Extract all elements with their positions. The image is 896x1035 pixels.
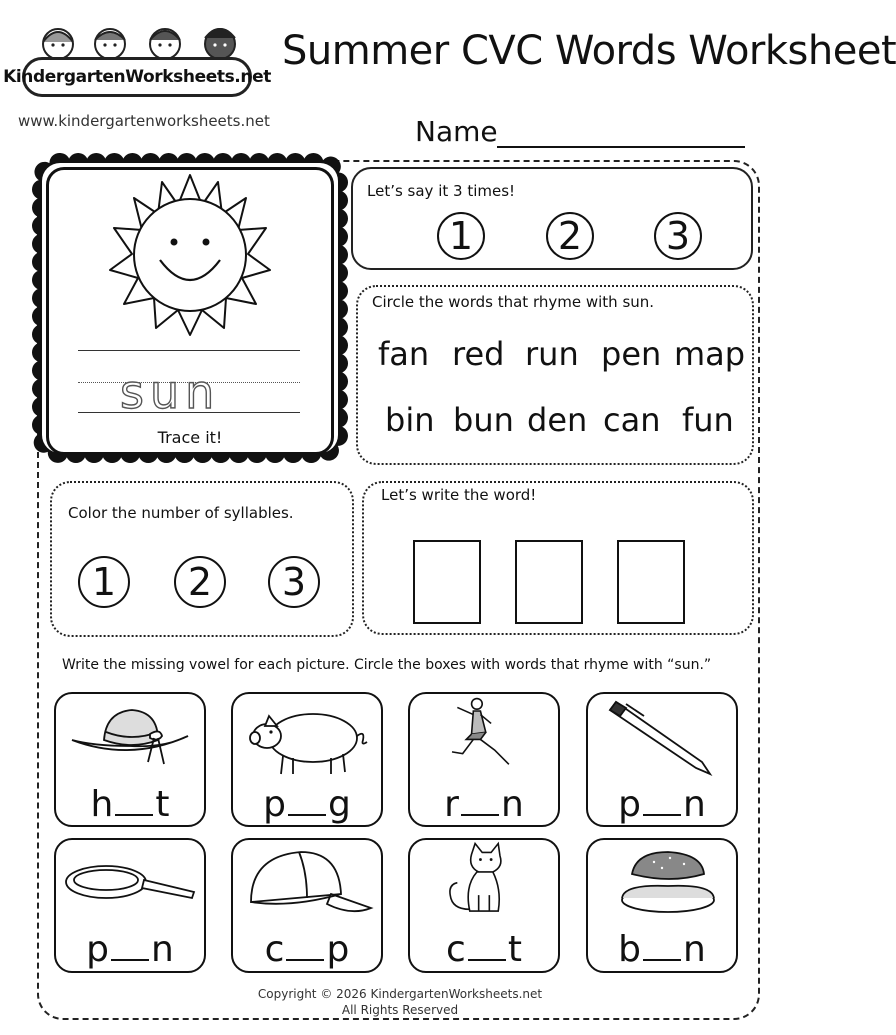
cvc-word: h t bbox=[90, 784, 170, 825]
bun-icon bbox=[586, 844, 738, 924]
cvc-word: p n bbox=[86, 929, 174, 970]
trace-word[interactable]: sun bbox=[120, 365, 221, 419]
rhyme-word[interactable]: fun bbox=[682, 401, 734, 439]
sun-icon bbox=[110, 170, 270, 335]
site-logo: KindergartenWorksheets.net bbox=[22, 57, 252, 97]
name-field[interactable] bbox=[497, 146, 745, 148]
write-instruction: Let’s write the word! bbox=[381, 486, 537, 504]
say-instruction: Let’s say it 3 times! bbox=[367, 182, 516, 200]
rhyme-word[interactable]: map bbox=[674, 335, 746, 373]
trace-label: Trace it! bbox=[157, 428, 223, 447]
rhyme-word[interactable]: run bbox=[525, 335, 579, 373]
cvc-word: c t bbox=[446, 929, 522, 970]
cap-icon bbox=[231, 842, 383, 922]
runner-icon bbox=[408, 695, 560, 775]
name-label: Name bbox=[415, 115, 498, 148]
cvc-word: r n bbox=[444, 784, 524, 825]
vowel-instruction: Write the missing vowel for each picture. Circle the boxes with words that rhyme with “sun.” bbox=[62, 657, 712, 673]
hat-icon bbox=[54, 700, 206, 780]
say-circle-1[interactable]: 1 bbox=[437, 212, 485, 260]
pan-icon bbox=[54, 846, 206, 926]
rhyme-word[interactable]: den bbox=[527, 401, 588, 439]
rhyme-word[interactable]: pen bbox=[601, 335, 662, 373]
cvc-word: p g bbox=[263, 784, 351, 825]
vowel-blank[interactable] bbox=[643, 959, 681, 961]
vowel-blank[interactable] bbox=[468, 959, 506, 961]
copyright-text: Copyright © 2026 KindergartenWorksheets.net bbox=[257, 987, 543, 1001]
vowel-blank[interactable] bbox=[111, 959, 149, 961]
vowel-blank[interactable] bbox=[286, 959, 324, 961]
page-title: Summer CVC Words Worksheet bbox=[282, 28, 896, 74]
pen-icon bbox=[586, 696, 738, 776]
say-circle-3[interactable]: 3 bbox=[654, 212, 702, 260]
syllable-instruction: Color the number of syllables. bbox=[68, 504, 294, 522]
rhyme-word[interactable]: fan bbox=[378, 335, 430, 373]
cat-icon bbox=[408, 840, 560, 920]
cvc-word: p n bbox=[618, 784, 706, 825]
letter-box-3[interactable] bbox=[617, 540, 685, 624]
rhyme-word[interactable]: red bbox=[452, 335, 505, 373]
rhyme-word[interactable]: bin bbox=[385, 401, 435, 439]
say-circle-2[interactable]: 2 bbox=[546, 212, 594, 260]
letter-box-1[interactable] bbox=[413, 540, 481, 624]
site-url: www.kindergartenworksheets.net bbox=[18, 112, 270, 130]
vowel-blank[interactable] bbox=[643, 814, 681, 816]
pig-icon bbox=[231, 700, 383, 780]
vowel-blank[interactable] bbox=[461, 814, 499, 816]
copyright bbox=[0, 986, 800, 1018]
letter-box-2[interactable] bbox=[515, 540, 583, 624]
rights-text: All Rights Reserved bbox=[341, 1003, 459, 1017]
syllable-circle-2[interactable]: 2 bbox=[174, 556, 226, 608]
cvc-word: b n bbox=[618, 929, 706, 970]
syllable-circle-3[interactable]: 3 bbox=[268, 556, 320, 608]
vowel-blank[interactable] bbox=[288, 814, 326, 816]
trace-top-line bbox=[78, 350, 300, 351]
vowel-blank[interactable] bbox=[115, 814, 153, 816]
rhyme-instruction: Circle the words that rhyme with sun. bbox=[372, 293, 655, 311]
cvc-word: c p bbox=[264, 929, 350, 970]
rhyme-word[interactable]: can bbox=[603, 401, 661, 439]
rhyme-word[interactable]: bun bbox=[453, 401, 514, 439]
syllable-circle-1[interactable]: 1 bbox=[78, 556, 130, 608]
